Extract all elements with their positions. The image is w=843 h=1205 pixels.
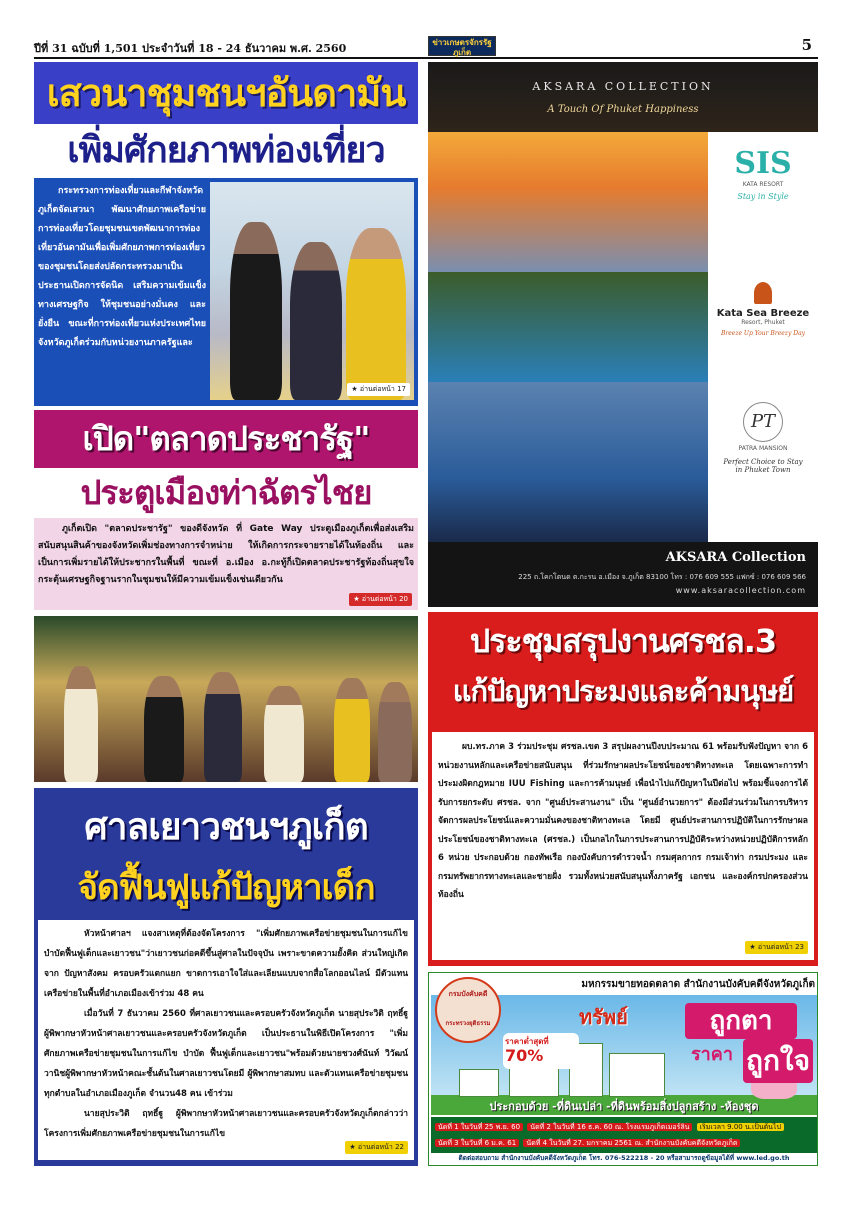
headline-market-2: ประตูเมืองท่าฉัตรไชย xyxy=(34,468,418,518)
sale-time: เริ่มเวลา 9.00 น.เป็นต้นไป xyxy=(697,1123,784,1131)
paragraph: หัวหน้าศาลฯ แจงสาเหตุที่ต้องจัดโครงการ "เพิ่มศักยภาพเครือข่ายชุมชนในการแก้ไขบำบัดฟื้นฟูเด็กและเยาวชน"ว่าเยาวชนก่อคดีขึ้นสู่ศาลในปัจจุบัน เพราะขาดความยั้งคิด ส่วนใหญ่เกิดจาก ปัญหาสังคม ครอบครัวแตกแยก ขาดการเอาใจใส่และเลียนแบบจากสื่อโลกออนไลน์ มีตัวแทนเครือข่ายในพื้นที่อำเภอเมืองเข้าร่วม 48 คน xyxy=(44,929,408,999)
header-divider xyxy=(34,57,818,59)
story-youth-body xyxy=(38,920,414,1160)
photo-person xyxy=(230,222,282,400)
auction-title-4: ถูกใจ xyxy=(743,1039,813,1083)
story-youth-text xyxy=(44,924,408,1144)
pool-photo xyxy=(428,272,708,382)
page-number: 5 xyxy=(801,36,812,54)
sale-3: นัดที่ 3 ในวันที่ 6 ม.ค. 61 xyxy=(435,1139,519,1147)
court-seal-icon xyxy=(435,977,501,1043)
story-youth-court xyxy=(34,788,418,1166)
headline-youth-2: จัดฟื้นฟูแก้ปัญหาเด็ก xyxy=(77,868,375,908)
hotel-tagline: Breeze Up Your Breezy Day xyxy=(720,330,806,337)
photo-person xyxy=(346,228,406,400)
continue-badge: ★ อ่านต่อหน้า 20 xyxy=(349,593,412,606)
hotel-name: PT xyxy=(743,402,783,442)
story-market xyxy=(34,410,418,610)
headline-youth-1: ศาลเยาวชนฯภูเก็ต xyxy=(84,805,368,848)
hotel-photo xyxy=(428,382,708,542)
house-icon xyxy=(459,1069,499,1097)
hotel-tagline: Stay in Style xyxy=(737,192,789,201)
story-andaman-text: กระทรวงการท่องเที่ยวและกีฬาจังหวัดภูเก็ตจัดเสวนา พัฒนาศักยภาพเครือข่ายการท่องเที่ยวโดยชุมชนเขตพัฒนาการท่องเที่ยวอันดามันเพื่อเพิ่มศักยภาพการท่องเที่ยวของชุมชนโดยส่งปลัดกระทรวงมาเป็นประธานเปิดการจัดนิด เสริมความเข้มแข็งทางเศรษฐกิจ ให้ชุมชนอย่างมั่นคง และยั่งยืน ขณะที่การท่องเที่ยวแห่งประเทศไทยจังหวัดภูเก็ตร่วมกับหน่วยงานภาครัฐและ xyxy=(38,186,206,348)
discount-badge xyxy=(503,1033,579,1069)
headline-market-1: เปิด"ตลาดประชารัฐ" xyxy=(34,410,418,468)
hotel-tagline: Perfect Choice to Stay in Phuket Town xyxy=(723,458,803,474)
story-market-text: ภูเก็ตเปิด "ตลาดประชารัฐ" ของดีจังหวัด ที่ Gate Way ประตูเมืองภูเก็ตเพื่อส่งเสริมสนับสนุนสินค้าของจังหวัดเพิ่มช่องทางการจำหน่าย ให้เกิดการกระจายรายได้ในท้องถิ่น และเป็นการเพิ่มรายได้ให้ประชากรในพื้นที่ ขณะที่ อ.เมือง อ.กะทู้ก็เปิดตลาดประชารัฐท้องถิ่นสุขใจ กระตุ้นเศรษฐกิจฐานรากในชุมชนให้มีความเข้มแข็งเช่นเดียวกัน xyxy=(38,524,414,585)
property-types: ประกอบด้วย -ที่ดินเปล่า -ที่ดินพร้อมสิ่งปลูกสร้าง -ห้องชุด xyxy=(489,1100,759,1113)
hotel-name: SIS xyxy=(734,146,792,181)
story-market-body xyxy=(34,518,418,610)
photo-person xyxy=(334,678,370,782)
continue-badge: ★ อ่านต่อหน้า 23 xyxy=(745,941,808,954)
flame-icon xyxy=(754,282,772,304)
sale-4: นัดที่ 4 ในวันที่ 27. มกราคม 2561 ณ. สำนักงานบังคับคดีจังหวัดภูเก็ต xyxy=(523,1139,740,1147)
aksara-advertisement xyxy=(428,62,818,607)
discount-label: ราคาต่ำสุดที่ xyxy=(505,1037,549,1046)
continue-badge: ★ อ่านต่อหน้า 17 xyxy=(347,383,410,396)
photo-person xyxy=(144,676,184,782)
house-icon xyxy=(609,1053,665,1097)
auction-dates xyxy=(431,1117,817,1153)
auction-contact: ติดต่อสอบถาม สำนักงานบังคับคดีจังหวัดภูเก็ต โทร. 076-522218 - 20 หรือสามารถดูข้อมูลได้ที่ www.led.go.th xyxy=(458,1154,790,1162)
story-andaman-body xyxy=(34,178,418,406)
story-andaman xyxy=(34,62,418,406)
page-header xyxy=(34,36,818,56)
date-row xyxy=(435,1135,813,1151)
story-fisheries-text: ผบ.ทร.ภาค 3 ร่วมประชุม ศรชล.เขต 3 สรุปผลงานปีงบประมาณ 61 พร้อมรับฟังปัญหา จาก 6 หน่วยงานหลักและเครือข่ายสนับสนุน ที่ร่วมรักษาผลประโยชน์ของชาติทางทะเล โดยเฉพาะการทำประมงผิดกฎหมาย IUU Fishing และการค้ามนุษย์ เพื่อนำไปแก้ปัญหาในปีต่อไป พร้อมชี้แจงการได้รับการยกระดับ ศรชล. จาก "ศูนย์ประสานงาน" เป็น "ศูนย์อำนวยการ" ต้องมีส่วนร่วมในการบริหารจัดการผลประโยชน์และความมั่นคงของชาติทางทะเล โดยมี ศูนย์ประสานการปฏิบัติในการรักษาผลประโยชน์ของชาติทางทะเล (ศรชล.) เป็นกลไกในการประสานการปฏิบัติระหว่างหน่วยปฏิบัติการหลัก 6 หน่วย ประกอบด้วย กองทัพเรือ กองบังคับการตำรวจน้ำ กรมศุลกากร กรมเจ้าท่า กรมประมง และกรมทรัพยากรทางทะเลและชายฝั่ง รวมทั้งหน่วยสนับสนุนทั้งภาครัฐ เอกชน และองค์กรปกครองส่วนท้องถิ่น xyxy=(438,742,808,900)
photo-person xyxy=(264,686,304,782)
story-fisheries xyxy=(428,612,818,966)
ad-footer xyxy=(428,542,818,607)
continue-badge: ★ อ่านต่อหน้า 22 xyxy=(345,1141,408,1154)
logo-text: ข่าวเกษตรจักรรัฐภูเก็ต xyxy=(432,37,492,57)
sale-1: นัดที่ 1 ในวันที่ 25 พ.ย. 60 xyxy=(435,1123,523,1131)
sale-2: นัดที่ 2 ในวันที่ 16 ธ.ค. 60 ณ. โรงแรมภูเก็ตเมอร์ลิน xyxy=(527,1123,692,1131)
headline-fisheries-1: ประชุมสรุปงานศรชล.3 xyxy=(469,622,777,660)
ad-address: 225 ถ.โคกโตนด ต.กะรน อ.เมือง จ.ภูเก็ต 83100 โทร : 076 609 555 แฟกซ์ : 076 609 566 xyxy=(518,573,806,581)
auction-title-3: ราคา xyxy=(691,1044,733,1065)
headline-andaman-1: เสวนาชุมชนฯอันดามัน xyxy=(34,62,418,124)
discount-value: 70% xyxy=(505,1046,544,1065)
sunset-photo xyxy=(428,132,708,272)
hotel-subtitle: Resort, Phuket xyxy=(741,319,785,326)
ad-brand: AKSARA COLLECTION xyxy=(532,80,714,93)
headline-andaman-2: เพิ่มศักยภาพท่องเที่ยว xyxy=(34,124,418,178)
story-andaman-photo xyxy=(210,182,414,400)
ad-tagline: A Touch Of Phuket Happiness xyxy=(547,104,699,115)
photo-person xyxy=(64,666,98,782)
ad-footer-name: AKSARA Collection xyxy=(665,550,806,565)
hotel-logo-patra xyxy=(708,402,818,474)
hotel-subtitle: KATA RESORT xyxy=(742,181,784,188)
photo-person xyxy=(378,682,412,782)
market-event-photo xyxy=(34,616,418,782)
auction-title-2: ถูกตา xyxy=(685,1003,797,1039)
ad-website: www.aksaracollection.com xyxy=(675,586,806,595)
auction-title-1: ทรัพย์ xyxy=(579,1005,628,1029)
seal-text: กรมบังคับคดี xyxy=(448,990,488,998)
story-fisheries-body xyxy=(432,732,814,960)
newspaper-logo xyxy=(428,36,496,56)
headline-fisheries-2: แก้ปัญหาประมงและค้ามนุษย์ xyxy=(452,674,794,708)
hotel-subtitle: PATRA MANSION xyxy=(738,445,788,452)
photo-person xyxy=(290,242,342,400)
date-row xyxy=(435,1119,813,1135)
issue-info: ปีที่ 31 ฉบับที่ 1,501 ประจำวันที่ 18 - 24 ธันวาคม พ.ศ. 2560 xyxy=(34,42,347,55)
seal-subtext: กระทรวงยุติธรรม xyxy=(445,1020,491,1027)
auction-advertisement xyxy=(428,972,818,1166)
hotel-logo-kata xyxy=(708,282,818,337)
auction-top-line: มหกรรมขายทอดตลาด สำนักงานบังคับคดีจังหวัดภูเก็ต xyxy=(581,979,815,990)
hotel-name: Kata Sea Breeze xyxy=(716,308,810,319)
hotel-logos xyxy=(708,132,818,542)
paragraph: นายสุประวิติ ฤทธิ์ฐู ผู้พิพากษาหัวหน้าศาลเยาวชนและครอบครัวจังหวัดภูเก็ตกล่าวว่า โครงการเพิ่มศักยภาพเครือข่ายชุมชนในการแก้ไข xyxy=(44,1109,408,1139)
hotel-logo-sis xyxy=(708,146,818,201)
paragraph: เมื่อวันที่ 7 ธันวาคม 2560 ที่ศาลเยาวชนและครอบครัวจังหวัดภูเก็ต นายสุประวิติ ฤทธิ์ฐู ผู้พิพากษาหัวหน้าศาลเยาวชนและครอบครัวจังหวัดภูเก็ต เป็นประธานในพิธีเปิดโครงการ "เพิ่มศักยภาพเครือข่ายชุมชนในการแก้ไข บำบัด ฟื้นฟูเด็กและเยาวชน"พร้อมด้วยนายชวงศ์นันท์ วิวัฒน์วานิชผู้พิพากษาหัวหน้าคณะชั้นต้นในศาลเยาวชนโดยมี ผู้พิพากษาสมทบ และตัวแทนเครือข่ายชุมชนทุกตำบลในอำเภอเมืองภูเก็ต จำนวน48 คน เข้าร่วม xyxy=(44,1009,408,1099)
photo-person xyxy=(204,672,242,782)
